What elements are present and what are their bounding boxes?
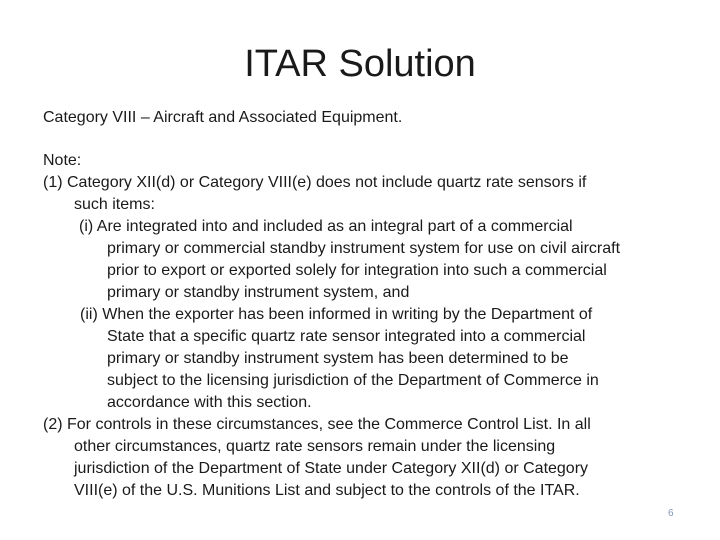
item-1-line: such items: — [74, 196, 155, 213]
category-heading: Category VIII – Aircraft and Associated Equipment. — [43, 109, 403, 126]
page-number: 6 — [668, 508, 674, 519]
note-item-1 — [43, 172, 683, 414]
sub-item-ii-line: (ii) When the exporter has been informed in writing by the Department of — [80, 306, 593, 323]
sub-item-ii-line: accordance with this section. — [107, 394, 312, 411]
sub-item-ii-line: subject to the licensing jurisdiction of the Department of Commerce in — [107, 372, 599, 389]
item-2-line: jurisdiction of the Department of State under Category XII(d) or Category — [74, 460, 589, 477]
sub-item-i-line: primary or commercial standby instrument system for use on civil aircraft — [107, 240, 621, 257]
sub-item-i-line: prior to export or exported solely for integration into such a commercial — [107, 262, 607, 279]
note-item-2 — [43, 414, 683, 502]
slide-title: ITAR Solution — [244, 43, 476, 85]
note-label: Note: — [43, 152, 82, 169]
sub-item-ii-line: State that a specific quartz rate sensor integrated into a commercial — [107, 328, 586, 345]
item-2-line: VIII(e) of the U.S. Munitions List and subject to the controls of the ITAR. — [74, 482, 580, 499]
sub-item-i-line: (i) Are integrated into and included as an integral part of a commercial — [79, 218, 573, 235]
sub-item-i-line: primary or standby instrument system, and — [107, 284, 410, 301]
sub-item-ii — [43, 304, 683, 414]
item-2-line: (2) For controls in these circumstances, see the Commerce Control List. In all — [43, 416, 591, 433]
note-content — [43, 150, 683, 502]
item-2-line: other circumstances, quartz rate sensors remain under the licensing — [74, 438, 556, 455]
item-1-line: (1) Category XII(d) or Category VIII(e) does not include quartz rate sensors if — [43, 174, 587, 191]
sub-item-i — [43, 216, 683, 304]
sub-item-ii-line: primary or standby instrument system has been determined to be — [107, 350, 569, 367]
